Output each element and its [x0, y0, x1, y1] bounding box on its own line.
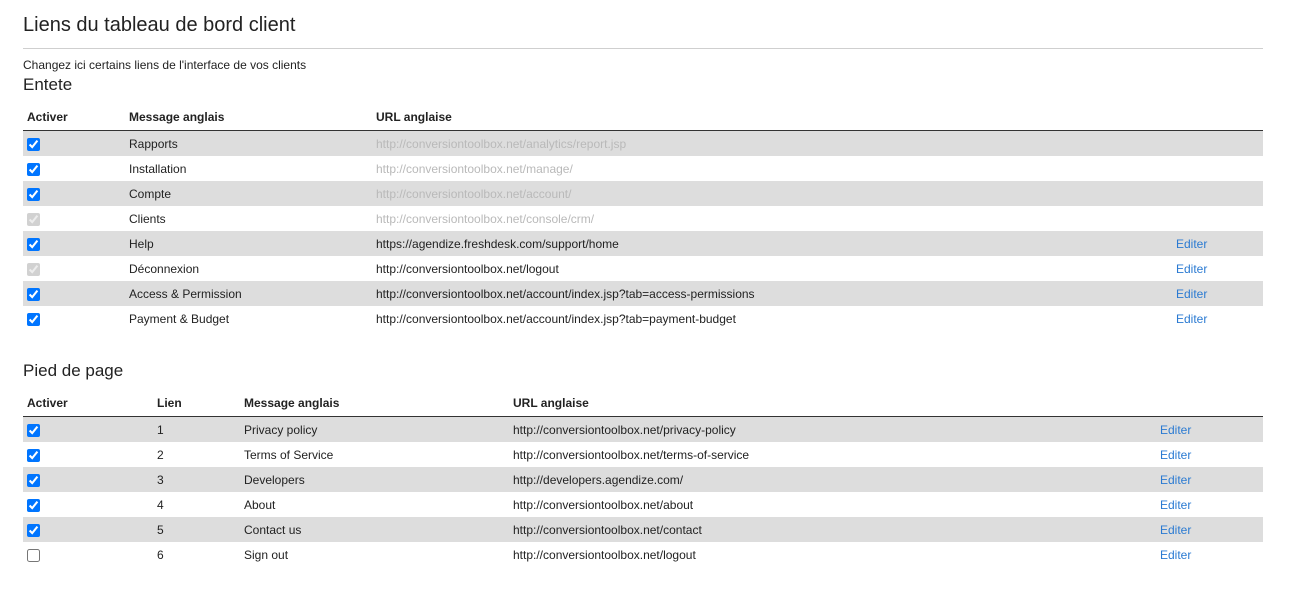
edit-cell	[1172, 206, 1263, 231]
activer-checkbox	[27, 213, 40, 226]
lien-cell: 2	[157, 447, 164, 462]
table-row	[23, 181, 1263, 206]
url-cell: http://conversiontoolbox.net/console/crm/	[376, 211, 595, 226]
lien-cell: 5	[153, 517, 240, 542]
url-cell: http://conversiontoolbox.net/contact	[509, 517, 1156, 542]
url-cell: http://conversiontoolbox.net/manage/	[376, 161, 573, 176]
activer-checkbox[interactable]	[27, 449, 40, 462]
edit-cell	[1156, 467, 1263, 492]
activer-checkbox[interactable]	[27, 549, 40, 562]
edit-link[interactable]: Editer	[1176, 236, 1208, 251]
column-header-edit	[1156, 390, 1263, 417]
edit-link[interactable]: Editer	[1176, 261, 1208, 276]
url-cell: http://conversiontoolbox.net/privacy-policy	[509, 417, 1156, 443]
url-cell: http://conversiontoolbox.net/terms-of-service	[513, 447, 750, 462]
activer-cell	[23, 256, 125, 281]
table-row	[23, 256, 1263, 281]
edit-link[interactable]: Editer	[1160, 547, 1192, 562]
edit-link[interactable]: Editer	[1176, 311, 1208, 326]
pied-table	[23, 390, 1263, 567]
lien-cell: 3	[153, 467, 240, 492]
table-row	[23, 281, 1263, 306]
column-header-message: Message anglais	[125, 104, 372, 131]
message-cell: Rapports	[125, 131, 372, 157]
message-cell: Help	[125, 231, 372, 256]
activer-cell	[23, 306, 125, 331]
activer-checkbox[interactable]	[27, 288, 40, 301]
edit-link[interactable]: Editer	[1160, 522, 1192, 537]
edit-cell	[1172, 281, 1263, 306]
edit-cell	[1156, 442, 1263, 467]
edit-link[interactable]: Editer	[1160, 472, 1192, 487]
edit-cell	[1172, 306, 1263, 331]
activer-checkbox[interactable]	[27, 524, 40, 537]
table-row	[23, 517, 1263, 542]
message-cell: Déconnexion	[129, 261, 200, 276]
message-cell: Sign out	[244, 547, 289, 562]
edit-cell	[1172, 156, 1263, 181]
edit-cell	[1172, 231, 1263, 256]
lien-cell: 6	[157, 547, 164, 562]
entete-section-title: Entete	[23, 75, 73, 94]
message-cell: Payment & Budget	[129, 311, 230, 326]
table-row	[23, 206, 1263, 231]
page-subtitle: Changez ici certains liens de l'interface de vos clients	[23, 58, 307, 72]
url-cell: http://conversiontoolbox.net/logout	[513, 547, 696, 562]
activer-cell	[23, 156, 125, 181]
pied-section-title: Pied de page	[23, 361, 124, 380]
activer-cell	[23, 467, 153, 492]
url-cell: http://conversiontoolbox.net/account/index.jsp?tab=payment-budget	[376, 311, 736, 326]
table-row	[23, 492, 1263, 517]
column-header-activer: Activer	[23, 390, 153, 417]
table-row	[23, 467, 1263, 492]
activer-cell	[23, 131, 125, 157]
activer-cell	[23, 542, 153, 567]
activer-checkbox[interactable]	[27, 238, 40, 251]
activer-cell	[23, 517, 153, 542]
edit-link[interactable]: Editer	[1160, 422, 1192, 437]
table-row	[23, 442, 1263, 467]
lien-cell: 1	[153, 417, 240, 443]
column-header-lien: Lien	[153, 390, 240, 417]
edit-cell	[1172, 181, 1263, 206]
message-cell: Installation	[129, 161, 187, 176]
message-cell: Clients	[129, 211, 166, 226]
column-header-edit	[1172, 104, 1263, 131]
message-cell: About	[244, 497, 276, 512]
entete-table	[23, 104, 1263, 331]
edit-link[interactable]: Editer	[1160, 447, 1192, 462]
column-header-activer: Activer	[23, 104, 125, 131]
activer-cell	[23, 417, 153, 443]
activer-checkbox	[27, 263, 40, 276]
url-cell: http://conversiontoolbox.net/about	[513, 497, 694, 512]
activer-cell	[23, 206, 125, 231]
edit-cell	[1172, 131, 1263, 157]
page-title: Liens du tableau de bord client	[23, 14, 296, 36]
url-cell: http://conversiontoolbox.net/account/	[372, 181, 1172, 206]
activer-cell	[23, 181, 125, 206]
url-cell: http://conversiontoolbox.net/logout	[376, 261, 559, 276]
url-cell: http://conversiontoolbox.net/account/index.jsp?tab=access-permissions	[372, 281, 1172, 306]
activer-checkbox[interactable]	[27, 474, 40, 487]
column-header-url: URL anglaise	[509, 390, 1156, 417]
table-row	[23, 156, 1263, 181]
lien-cell: 4	[157, 497, 164, 512]
message-cell: Compte	[125, 181, 372, 206]
activer-cell	[23, 492, 153, 517]
message-cell: Contact us	[240, 517, 509, 542]
message-cell: Access & Permission	[125, 281, 372, 306]
edit-link[interactable]: Editer	[1176, 286, 1208, 301]
edit-cell	[1156, 492, 1263, 517]
edit-link[interactable]: Editer	[1160, 497, 1192, 512]
table-row	[23, 231, 1263, 256]
table-row	[23, 306, 1263, 331]
title-divider	[23, 48, 1263, 49]
edit-cell	[1156, 417, 1263, 443]
edit-cell	[1156, 542, 1263, 567]
column-header-url: URL anglaise	[372, 104, 1172, 131]
url-cell: http://developers.agendize.com/	[509, 467, 1156, 492]
activer-checkbox[interactable]	[27, 499, 40, 512]
table-row	[23, 131, 1263, 157]
activer-checkbox[interactable]	[27, 163, 40, 176]
activer-checkbox[interactable]	[27, 138, 40, 151]
table-header-row	[23, 104, 1263, 131]
activer-cell	[23, 281, 125, 306]
activer-cell	[23, 442, 153, 467]
message-cell: Terms of Service	[244, 447, 334, 462]
activer-checkbox[interactable]	[27, 313, 40, 326]
edit-cell	[1156, 517, 1263, 542]
table-header-row	[23, 390, 1263, 417]
column-header-message: Message anglais	[240, 390, 509, 417]
edit-cell	[1172, 256, 1263, 281]
table-row	[23, 417, 1263, 443]
message-cell: Developers	[240, 467, 509, 492]
table-row	[23, 542, 1263, 567]
url-cell: https://agendize.freshdesk.com/support/home	[372, 231, 1172, 256]
activer-cell	[23, 231, 125, 256]
message-cell: Privacy policy	[240, 417, 509, 443]
activer-checkbox[interactable]	[27, 424, 40, 437]
url-cell: http://conversiontoolbox.net/analytics/report.jsp	[372, 131, 1172, 157]
activer-checkbox[interactable]	[27, 188, 40, 201]
